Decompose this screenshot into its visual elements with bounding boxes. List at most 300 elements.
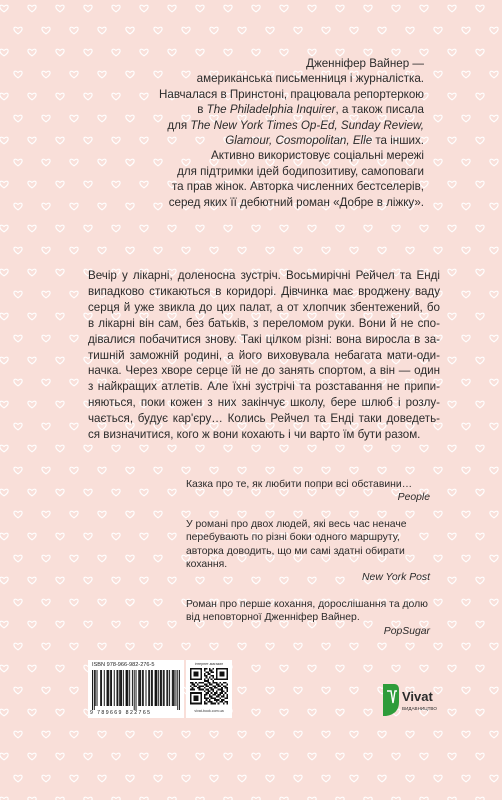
- heart-icon: [322, 27, 330, 34]
- heart-icon: [462, 687, 470, 694]
- heart-icon: [56, 753, 64, 760]
- heart-icon: [322, 247, 330, 254]
- heart-icon: [84, 533, 92, 540]
- heart-icon: [0, 225, 8, 232]
- heart-icon: [238, 731, 246, 738]
- heart-icon: [42, 247, 50, 254]
- quote-source: New York Post: [362, 572, 430, 584]
- heart-icon: [476, 621, 484, 628]
- synopsis-line: з найкращих атлетів. Але їхні зустрічі та розставання не припи-: [88, 380, 440, 394]
- bio-line: для підтримки ідей бодипозитиву, самоповаги: [177, 164, 424, 178]
- heart-icon: [434, 247, 442, 254]
- heart-icon: [210, 467, 218, 474]
- heart-icon: [210, 775, 218, 782]
- heart-icon: [238, 247, 246, 254]
- heart-icon: [126, 599, 134, 606]
- heart-icon: [490, 291, 498, 298]
- heart-icon: [462, 775, 470, 782]
- heart-icon: [140, 753, 148, 760]
- heart-icon: [112, 533, 120, 540]
- heart-icon: [406, 731, 414, 738]
- heart-icon: [28, 49, 36, 56]
- heart-icon: [98, 511, 106, 518]
- heart-icon: [98, 643, 106, 650]
- heart-icon: [14, 379, 22, 386]
- heart-icon: [252, 49, 260, 56]
- heart-icon: [434, 555, 442, 562]
- heart-icon: [476, 401, 484, 408]
- heart-icon: [14, 731, 22, 738]
- heart-icon: [308, 753, 316, 760]
- heart-icon: [224, 225, 232, 232]
- press-quotes: [186, 478, 430, 651]
- heart-icon: [56, 401, 64, 408]
- heart-icon: [126, 643, 134, 650]
- heart-icon: [336, 709, 344, 716]
- heart-icon: [308, 49, 316, 56]
- heart-icon: [448, 357, 456, 364]
- heart-icon: [322, 731, 330, 738]
- heart-icon: [434, 643, 442, 650]
- heart-icon: [476, 181, 484, 188]
- heart-icon: [476, 93, 484, 100]
- heart-icon: [322, 467, 330, 474]
- heart-icon: [364, 665, 372, 672]
- heart-icon: [42, 379, 50, 386]
- vivat-logo: [381, 683, 439, 717]
- heart-icon: [490, 467, 498, 474]
- heart-icon: [462, 731, 470, 738]
- heart-icon: [28, 357, 36, 364]
- heart-icon: [42, 511, 50, 518]
- heart-icon: [308, 5, 316, 12]
- heart-icon: [112, 489, 120, 496]
- heart-icon: [392, 49, 400, 56]
- heart-icon: [252, 225, 260, 232]
- isbn-text: ISBN 978-966-982-276-5: [92, 662, 155, 668]
- book-synopsis: [88, 268, 440, 443]
- heart-icon: [14, 115, 22, 122]
- heart-icon: [448, 269, 456, 276]
- heart-icon: [490, 423, 498, 430]
- heart-icon: [392, 225, 400, 232]
- heart-icon: [252, 5, 260, 12]
- heart-icon: [280, 709, 288, 716]
- heart-icon: [490, 247, 498, 254]
- bio-line: для The New York Times Op-Ed, Sunday Review,: [167, 118, 424, 132]
- heart-icon: [28, 313, 36, 320]
- heart-icon: [0, 709, 8, 716]
- heart-icon: [476, 5, 484, 12]
- heart-icon: [154, 599, 162, 606]
- heart-icon: [154, 27, 162, 34]
- heart-icon: [112, 577, 120, 584]
- synopsis-line: в лікарні він сам, без батьків, з переломом руки. Вони й не спо-: [88, 316, 440, 330]
- heart-icon: [490, 643, 498, 650]
- heart-icon: [182, 775, 190, 782]
- heart-icon: [336, 5, 344, 12]
- heart-icon: [448, 489, 456, 496]
- heart-icon: [462, 203, 470, 210]
- heart-icon: [434, 511, 442, 518]
- heart-icon: [70, 27, 78, 34]
- heart-icon: [168, 577, 176, 584]
- heart-icon: [266, 687, 274, 694]
- heart-icon: [42, 203, 50, 210]
- heart-icon: [434, 203, 442, 210]
- heart-icon: [448, 137, 456, 144]
- heart-icon: [196, 5, 204, 12]
- heart-icon: [14, 71, 22, 78]
- heart-icon: [154, 247, 162, 254]
- heart-icon: [476, 445, 484, 452]
- heart-icon: [14, 159, 22, 166]
- heart-icon: [0, 357, 8, 364]
- heart-icon: [56, 489, 64, 496]
- heart-icon: [490, 115, 498, 122]
- heart-icon: [98, 731, 106, 738]
- heart-icon: [14, 643, 22, 650]
- qr-caption: інтернет-магазин: [194, 662, 224, 666]
- heart-icon: [224, 445, 232, 452]
- heart-icon: [84, 445, 92, 452]
- heart-icon: [196, 49, 204, 56]
- heart-icon: [168, 753, 176, 760]
- heart-icon: [462, 247, 470, 254]
- heart-icon: [42, 643, 50, 650]
- heart-icon: [42, 731, 50, 738]
- heart-icon: [154, 775, 162, 782]
- heart-icon: [154, 731, 162, 738]
- heart-icon: [448, 445, 456, 452]
- heart-icon: [28, 5, 36, 12]
- heart-icon: [56, 445, 64, 452]
- heart-icon: [476, 709, 484, 716]
- heart-icon: [462, 71, 470, 78]
- heart-icon: [434, 731, 442, 738]
- heart-icon: [490, 555, 498, 562]
- heart-icon: [476, 489, 484, 496]
- heart-icon: [210, 247, 218, 254]
- bio-line: Glamour, Cosmopolitan, Elle та інших.: [225, 134, 424, 148]
- quote-text: Роман про перше кохання, дорослішання та долю від неповторної Дженніфер Вайнер.: [186, 598, 428, 624]
- heart-icon: [476, 577, 484, 584]
- synopsis-line: серця й уже звикла до цих палат, а от хлопчик збентежений, бо: [88, 300, 440, 314]
- heart-icon: [294, 247, 302, 254]
- heart-icon: [462, 467, 470, 474]
- heart-icon: [434, 115, 442, 122]
- qr-block: [186, 660, 232, 718]
- heart-icon: [280, 753, 288, 760]
- heart-icon: [126, 511, 134, 518]
- heart-icon: [0, 5, 8, 12]
- heart-icon: [252, 753, 260, 760]
- heart-icon: [0, 137, 8, 144]
- heart-icon: [0, 753, 8, 760]
- heart-icon: [70, 775, 78, 782]
- heart-icon: [14, 467, 22, 474]
- heart-icon: [490, 71, 498, 78]
- heart-icon: [56, 49, 64, 56]
- press-quote: [186, 518, 430, 585]
- heart-icon: [462, 599, 470, 606]
- heart-icon: [28, 137, 36, 144]
- heart-icon: [294, 731, 302, 738]
- heart-icon: [266, 775, 274, 782]
- heart-icon: [238, 27, 246, 34]
- heart-icon: [350, 687, 358, 694]
- heart-icon: [56, 225, 64, 232]
- heart-icon: [0, 181, 8, 188]
- heart-icon: [476, 137, 484, 144]
- heart-icon: [266, 247, 274, 254]
- heart-icon: [70, 379, 78, 386]
- heart-icon: [476, 665, 484, 672]
- heart-icon: [476, 357, 484, 364]
- heart-icon: [210, 27, 218, 34]
- heart-icon: [42, 159, 50, 166]
- heart-icon: [70, 423, 78, 430]
- heart-icon: [280, 445, 288, 452]
- heart-icon: [448, 5, 456, 12]
- heart-icon: [154, 643, 162, 650]
- heart-icon: [14, 423, 22, 430]
- heart-icon: [42, 27, 50, 34]
- heart-icon: [14, 599, 22, 606]
- heart-icon: [448, 577, 456, 584]
- heart-icon: [420, 753, 428, 760]
- heart-icon: [140, 5, 148, 12]
- synopsis-line: Вечір у лікарні, доленосна зустріч. Восьмирічні Рейчел та Енді: [88, 269, 440, 282]
- barcode-block: [88, 660, 184, 718]
- heart-icon: [0, 269, 8, 276]
- heart-icon: [224, 5, 232, 12]
- heart-icon: [252, 665, 260, 672]
- heart-icon: [42, 775, 50, 782]
- heart-icon: [98, 27, 106, 34]
- heart-icon: [280, 49, 288, 56]
- heart-icon: [168, 49, 176, 56]
- heart-icon: [70, 159, 78, 166]
- heart-icon: [392, 5, 400, 12]
- heart-icon: [42, 115, 50, 122]
- synopsis-line: ся визначитися, кого ж вони кохають і чи варто їм бути разом.: [88, 428, 421, 442]
- heart-icon: [476, 269, 484, 276]
- heart-icon: [238, 775, 246, 782]
- heart-icon: [308, 665, 316, 672]
- heart-icon: [224, 49, 232, 56]
- heart-icon: [434, 467, 442, 474]
- heart-icon: [70, 599, 78, 606]
- heart-icon: [350, 775, 358, 782]
- heart-icon: [350, 27, 358, 34]
- heart-icon: [294, 467, 302, 474]
- heart-icon: [28, 533, 36, 540]
- quote-text: Казка про те, як любити попри всі обставини…: [186, 479, 413, 490]
- heart-icon: [168, 489, 176, 496]
- heart-icon: [98, 467, 106, 474]
- bio-line: серед яких її дебютний роман «Добре в ліжку».: [168, 195, 424, 209]
- heart-icon: [266, 467, 274, 474]
- heart-icon: [70, 203, 78, 210]
- heart-icon: [126, 247, 134, 254]
- heart-icon: [406, 467, 414, 474]
- heart-icon: [406, 27, 414, 34]
- heart-icon: [28, 665, 36, 672]
- heart-icon: [490, 335, 498, 342]
- heart-icon: [0, 665, 8, 672]
- heart-icon: [196, 225, 204, 232]
- heart-icon: [462, 511, 470, 518]
- heart-icon: [98, 555, 106, 562]
- qr-url: vivat-book.com.ua: [194, 709, 224, 713]
- heart-icon: [280, 665, 288, 672]
- heart-icon: [490, 687, 498, 694]
- heart-icon: [168, 533, 176, 540]
- heart-icon: [336, 445, 344, 452]
- heart-icon: [182, 467, 190, 474]
- heart-icon: [420, 665, 428, 672]
- heart-icon: [294, 687, 302, 694]
- heart-icon: [378, 247, 386, 254]
- heart-icon: [56, 181, 64, 188]
- heart-icon: [462, 643, 470, 650]
- heart-icon: [70, 731, 78, 738]
- heart-icon: [140, 621, 148, 628]
- quote-text: У романі про двох людей, які весь час неначе перебувають по різні боки одного маршруту, авторка доводить, що ми самі здатні обирати кохання.: [186, 518, 407, 571]
- heart-icon: [476, 49, 484, 56]
- heart-icon: [448, 709, 456, 716]
- heart-icon: [70, 687, 78, 694]
- heart-icon: [448, 313, 456, 320]
- heart-icon: [84, 621, 92, 628]
- heart-icon: [210, 731, 218, 738]
- heart-icon: [490, 379, 498, 386]
- heart-icon: [84, 753, 92, 760]
- heart-icon: [154, 511, 162, 518]
- logo-subtitle-text: ВИДАВНИЦТВО: [402, 706, 437, 711]
- heart-icon: [0, 577, 8, 584]
- heart-icon: [392, 665, 400, 672]
- heart-icon: [182, 247, 190, 254]
- heart-icon: [14, 555, 22, 562]
- heart-icon: [476, 313, 484, 320]
- heart-icon: [490, 203, 498, 210]
- heart-icon: [56, 665, 64, 672]
- heart-icon: [490, 159, 498, 166]
- heart-icon: [28, 401, 36, 408]
- heart-icon: [28, 225, 36, 232]
- heart-icon: [126, 555, 134, 562]
- heart-icon: [14, 291, 22, 298]
- heart-icon: [182, 731, 190, 738]
- heart-icon: [42, 599, 50, 606]
- heart-icon: [112, 5, 120, 12]
- qr-code-icon: [190, 668, 228, 706]
- heart-icon: [112, 49, 120, 56]
- heart-icon: [336, 665, 344, 672]
- heart-icon: [252, 709, 260, 716]
- heart-icon: [14, 247, 22, 254]
- heart-icon: [462, 335, 470, 342]
- heart-icon: [490, 775, 498, 782]
- heart-icon: [350, 731, 358, 738]
- heart-icon: [140, 49, 148, 56]
- heart-icon: [42, 291, 50, 298]
- heart-icon: [84, 49, 92, 56]
- heart-icon: [462, 159, 470, 166]
- heart-icon: [56, 269, 64, 276]
- heart-icon: [364, 49, 372, 56]
- logo-brand-text: Vivat: [402, 689, 433, 704]
- heart-icon: [0, 445, 8, 452]
- bio-line: Навчалася в Принстоні, працювала репортеркою: [159, 87, 424, 101]
- heart-icon: [448, 93, 456, 100]
- heart-icon: [490, 731, 498, 738]
- heart-icon: [28, 445, 36, 452]
- bio-line: Дженніфер Вайнер —: [306, 57, 424, 70]
- heart-icon: [420, 49, 428, 56]
- heart-icon: [84, 225, 92, 232]
- heart-icon: [462, 555, 470, 562]
- heart-icon: [56, 137, 64, 144]
- heart-icon: [140, 225, 148, 232]
- heart-icon: [350, 467, 358, 474]
- heart-icon: [0, 93, 8, 100]
- heart-icon: [56, 621, 64, 628]
- heart-icon: [0, 401, 8, 408]
- heart-icon: [462, 379, 470, 386]
- heart-icon: [182, 27, 190, 34]
- heart-icon: [392, 753, 400, 760]
- heart-icon: [28, 577, 36, 584]
- heart-icon: [448, 753, 456, 760]
- heart-icon: [420, 445, 428, 452]
- synopsis-line: дівалися побачитися знову. Такі цілком різні: вона виросла в за-: [88, 332, 440, 346]
- heart-icon: [70, 643, 78, 650]
- heart-icon: [168, 5, 176, 12]
- heart-icon: [126, 27, 134, 34]
- heart-icon: [154, 555, 162, 562]
- heart-icon: [126, 467, 134, 474]
- heart-icon: [434, 159, 442, 166]
- heart-icon: [448, 621, 456, 628]
- heart-icon: [56, 313, 64, 320]
- heart-icon: [378, 27, 386, 34]
- heart-icon: [70, 291, 78, 298]
- heart-icon: [0, 313, 8, 320]
- heart-icon: [448, 401, 456, 408]
- heart-icon: [350, 247, 358, 254]
- barcode-number: 9 789669 822765: [90, 710, 152, 716]
- heart-icon: [336, 225, 344, 232]
- heart-icon: [140, 533, 148, 540]
- heart-icon: [378, 731, 386, 738]
- heart-icon: [434, 775, 442, 782]
- heart-icon: [56, 577, 64, 584]
- heart-icon: [294, 775, 302, 782]
- heart-icon: [84, 489, 92, 496]
- heart-icon: [490, 599, 498, 606]
- heart-icon: [462, 291, 470, 298]
- synopsis-line: випадково стикаються в коридорі. Дівчинка має вроджену ваду: [88, 284, 440, 298]
- heart-icon: [434, 71, 442, 78]
- heart-icon: [14, 203, 22, 210]
- heart-icon: [56, 709, 64, 716]
- heart-icon: [448, 49, 456, 56]
- heart-icon: [112, 445, 120, 452]
- heart-icon: [448, 665, 456, 672]
